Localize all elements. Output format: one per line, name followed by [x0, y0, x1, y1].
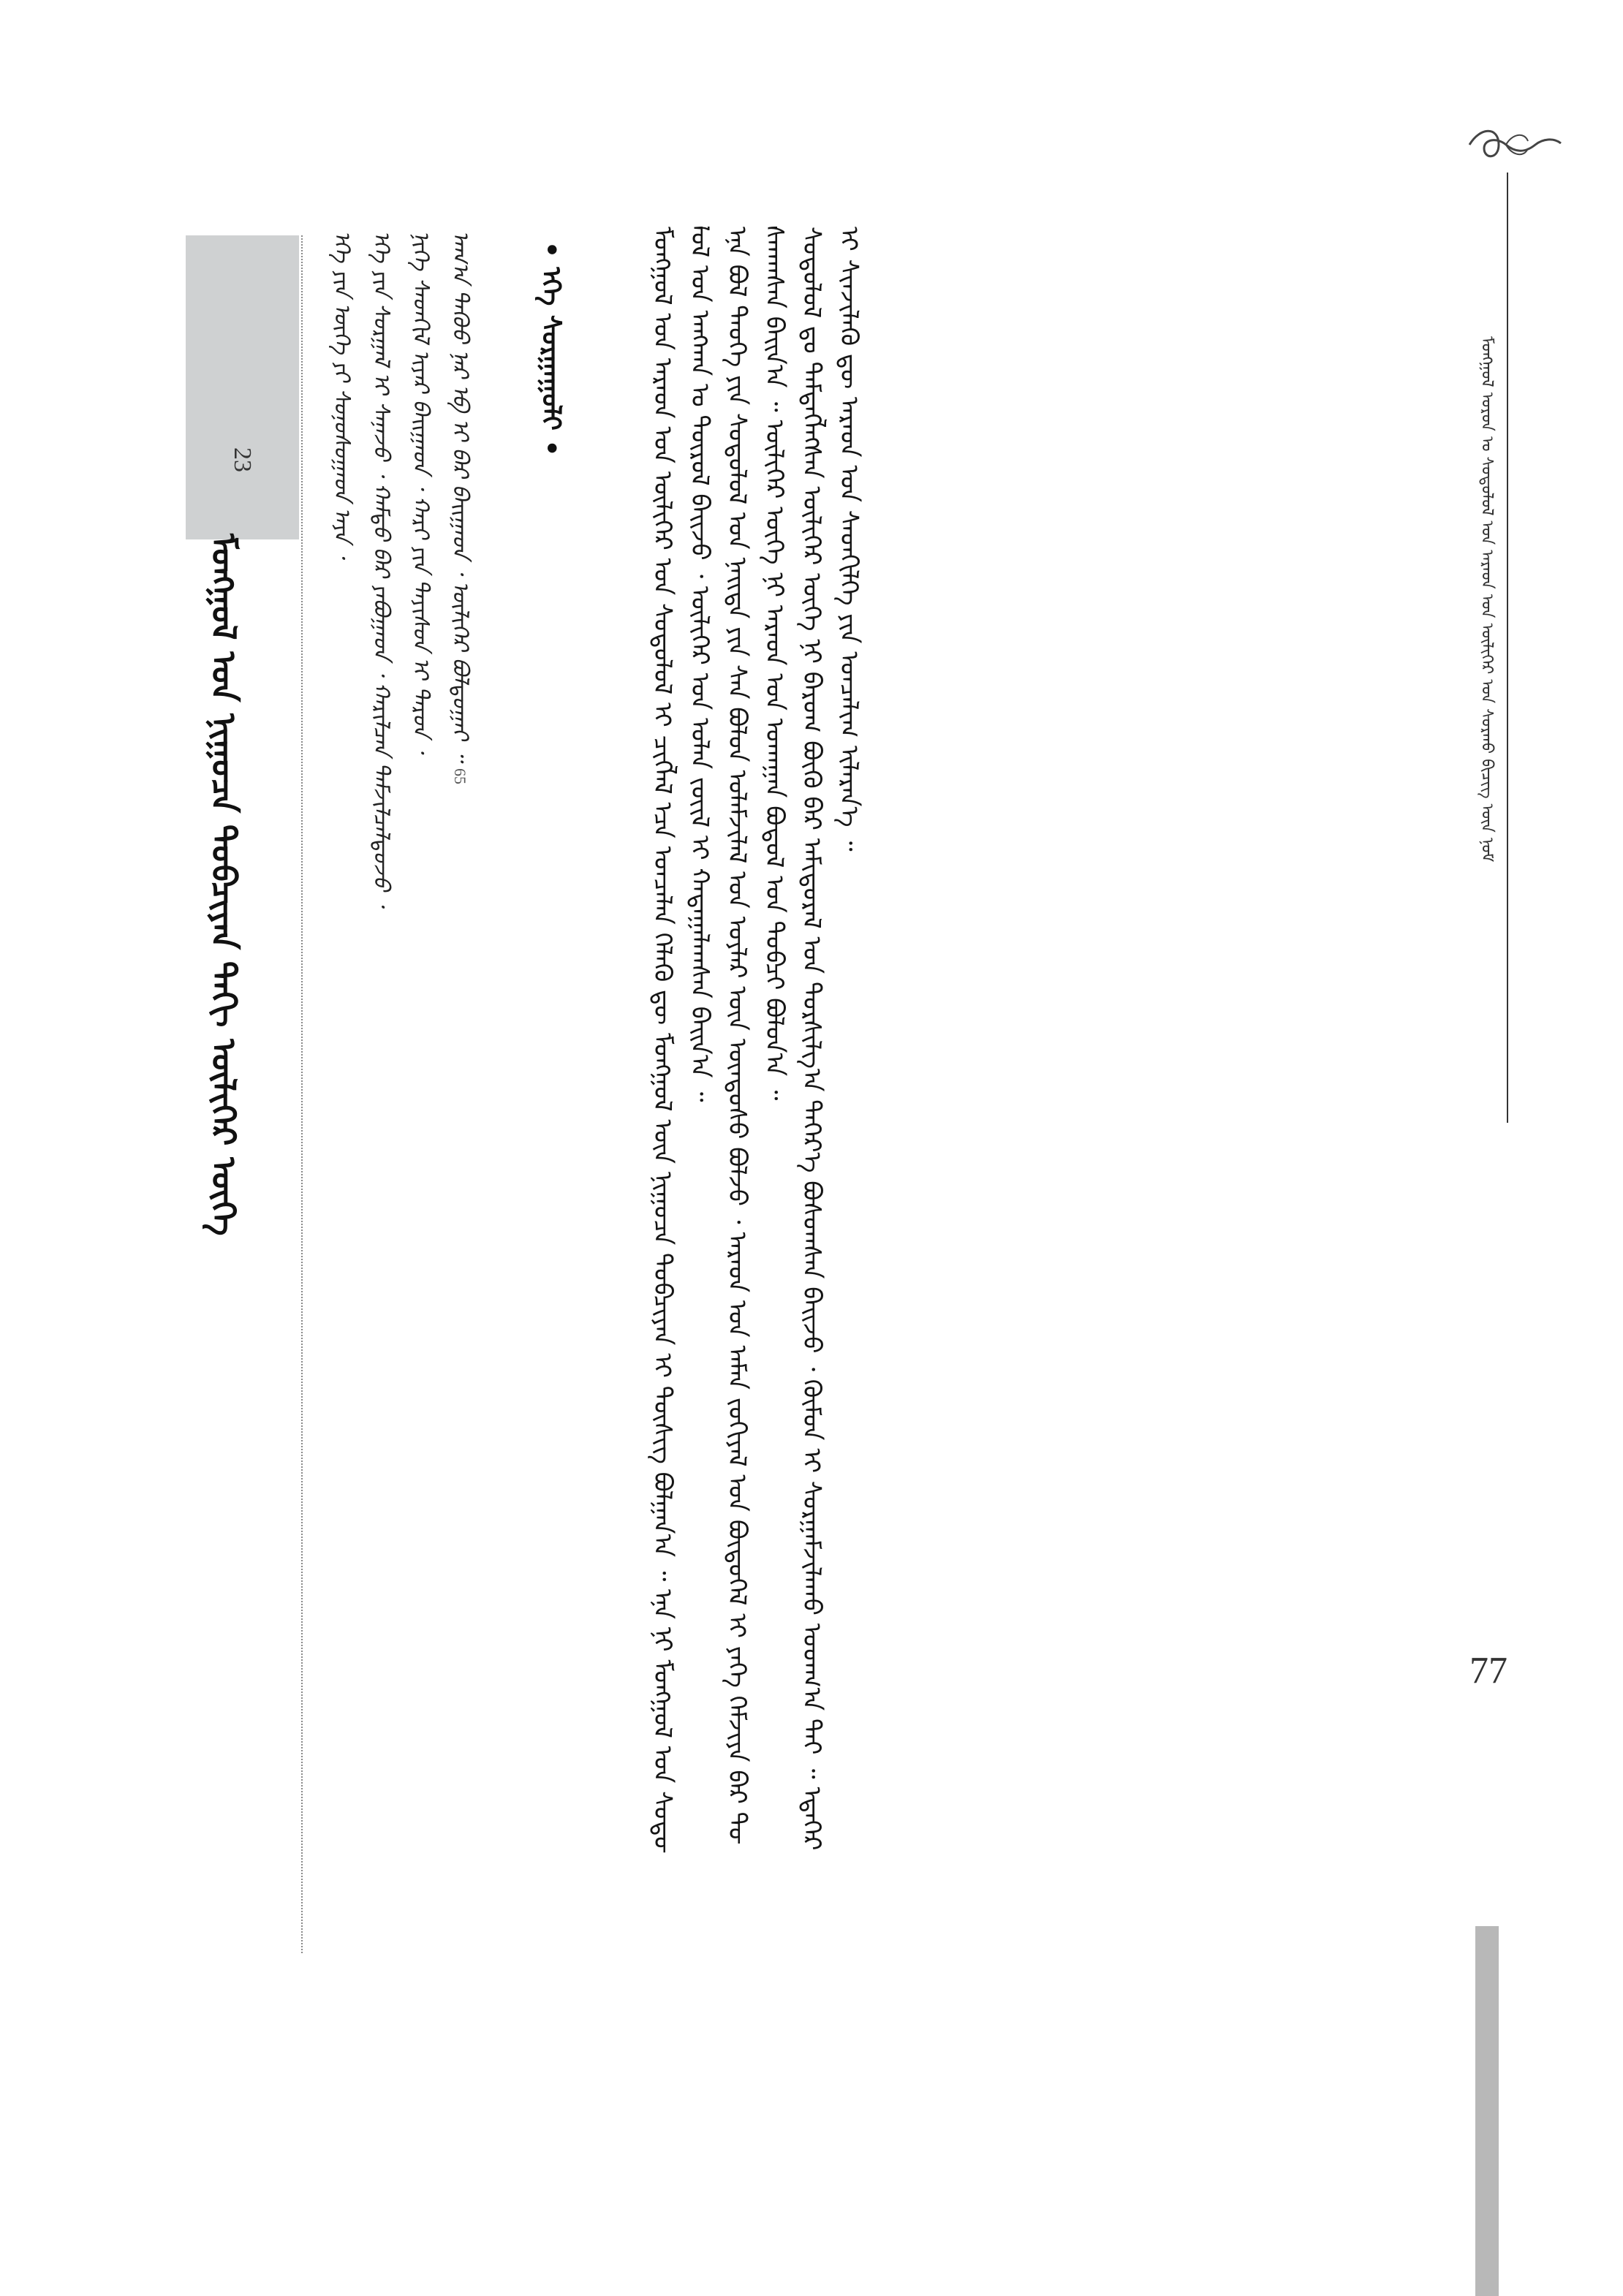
section-title: ᠮᠣᠩᠭᠣᠯ ᠤᠨ ᠨᠢᠭᠤᠴᠠ ᠲᠣᠪᠴᠢᠶᠠᠨ ᠳᠠᠬᠢ ᠦᠯᠢᠭᠡᠷ ᠦᠭᠡ [204, 534, 243, 1236]
section-number: 23 [229, 447, 256, 472]
poem-line: ᠡᠬᠡ ᠶᠢᠨ ᠰᠤᠷᠭᠠᠯ ᠢ ᠰᠠᠨᠠᠵᠤ ᠂ ᠬᠠᠮᠲᠤ ᠪᠡᠷ ᠶᠠᠪᠤᠭᠠᠳ ᠂ ᠬᠠᠷᠢᠯᠴᠠᠨ ᠳᠡᠮᠵᠢᠯᠴᠡᠯᠳᠦᠵᠦ ᠂ [368, 230, 394, 906]
paragraph: ᠰᠤᠳᠤᠯᠤᠯ ᠳᠤ ᠲᠡᠮᠳᠡᠭᠯᠡᠭᠰᠡᠨ ᠦᠯᠢᠭᠡᠷ ᠦᠭᠡ ᠨᠢ ᠪᠠᠷᠤᠭ ᠪᠦᠬᠦ ᠪᠡᠷ ᠠᠮᠢᠳᠤᠷᠠᠯ ᠤᠨ ᠲᠤᠷᠰᠢᠯᠭ᠎ᠠ ᠳᠡᠭᠡᠷ᠎ᠡ ᠪᠣᠰᠤᠭᠰᠠᠨ ᠪᠠᠢᠵᠤ ᠂ ᠬᠦᠮᠦᠨ ᠢ ᠰᠤᠷᠭᠠᠮᠵᠢᠯᠠᠬᠤ ᠤᠳᠬ᠎ᠠ ᠲᠠᠢ ᠃ ᠡᠳᠡᠭᠡᠷ ᠢ ᠰᠢᠨᠵᠢᠯᠡᠬᠦ ᠳᠦ ᠠᠷᠠᠳ ᠤᠨ ᠰᠡᠳᠬᠢᠯᠭᠡ ᠶᠢᠨ ᠣᠨᠴᠠᠯᠢᠭ ᠢᠯᠡᠷᠡᠨ᠎ᠡ ᠃ [797, 227, 863, 1851]
poem-line: ᠨᠢᠭᠡ ᠰᠡᠳᠬᠢᠯ ᠢᠶᠡᠷ ᠪᠠᠢᠭᠠᠳ ᠂ ᠬᠠᠷᠢ ᠶᠢᠨ ᠳᠠᠶᠢᠰᠤᠨ ᠢ ᠳᠠᠷᠤᠨ ᠂ [408, 230, 434, 753]
poem-line-text: ᠠᠬ᠎ᠠ ᠳᠡᠭᠦᠦ ᠨᠠᠷ ᠡᠪ ᠡᠢ ᠪᠡᠷ ᠪᠠᠢᠭᠠᠳ ᠂ ᠦᠯᠢᠭᠡᠷ ᠪᠣᠯᠲᠤᠭᠠᠢ ᠃ [447, 230, 473, 762]
header-ornament [1455, 115, 1565, 174]
section-number-box [186, 235, 299, 539]
page-edge-tab [1475, 1926, 1499, 2296]
flourish-icon [1455, 115, 1565, 174]
running-header: ᠮᠣᠩᠭᠣᠯ ᠣᠷᠤᠨ ᠤ ᠰᠤᠳᠤᠯᠤᠯ ᠤᠨ ᠠᠷᠠᠳ ᠤᠨ ᠦᠯᠢᠭᠡᠷ ᠤᠨ ᠰᠤᠷᠬᠤ ᠪᠢᠴᠢᠭ ᠦᠨ ᠨᠣᠮ [1478, 336, 1496, 863]
page-number: 77 [1469, 1650, 1507, 1691]
subheading: • ᠡᠬᠡ ᠰᠤᠷᠭᠠᠭᠤᠯᠢ • [536, 241, 566, 457]
poem-line: ᠡᠬᠡ ᠶᠢᠨ ᠦᠭᠡ ᠶᠢ ᠰᠣᠨᠣᠰᠤᠭᠠᠳ ᠠᠶᠠ ᠂ [329, 230, 355, 558]
poem-line [440, 230, 480, 1736]
poem-block [322, 230, 519, 1736]
body-text [643, 227, 1440, 1857]
paragraph: ᠡᠨᠡ ᠪᠣᠯ ᠲᠡᠦᠬᠡ ᠶᠢᠨ ᠰᠤᠳᠤᠯᠤᠯ ᠤᠨ ᠨᠡᠢᠲᠡ ᠶᠢᠨ ᠰᠠᠨ ᠪᠣᠯᠤᠨ ᠤᠯᠠᠮᠵᠢᠯᠠᠯ ᠤᠨ ᠤᠶᠯᠠᠷ ᠦᠨ ᠦᠨᠳᠦᠰᠦ ᠪᠣᠯᠵᠤ ᠂ ᠠᠷᠠᠳ ᠤᠨ ᠠᠮᠠᠨ ᠵᠣᠬᠢᠶᠠᠯ ᠤᠨ ᠪᠦᠲᠦᠭᠡᠯ ᠢ ᠶᠡᠬᠡ ᠬᠡᠮᠵᠢᠶᠡ ᠪᠡᠷ ᠲᠤᠰᠬᠠᠭᠰᠠᠨ ᠪᠠᠢᠨ᠎ᠠ ᠃ ᠦᠯᠢᠭᠡᠷ ᠦᠭᠡ ᠨᠢ ᠠᠷᠠᠳ ᠤᠨ ᠤᠬᠠᠭᠠᠨ ᠪᠣᠳᠤᠯ ᠤᠨ ᠲᠣᠪᠴᠢ ᠪᠣᠯᠤᠨ᠎ᠠ ᠃ [722, 227, 789, 1843]
footnote-number: 65 [451, 768, 469, 784]
header-rule [1507, 173, 1508, 1123]
paragraph: ᠮᠣᠩᠭᠣᠯ ᠤᠨ ᠠᠷᠠᠳ ᠤᠨ ᠦᠯᠢᠭᠡᠷ ᠤᠨ ᠰᠤᠳᠤᠯᠤᠯ ᠢ ᠴᠢᠭᠯᠡᠯ ᠡᠴᠡ ᠣᠨᠴᠠᠯᠠᠨ ᠬᠡᠯᠡᠬᠦ ᠳᠦ ᠮᠣᠩᠭᠣᠯ ᠦᠨ ᠨᠢᠭᠤᠴᠠ ᠲᠣᠪᠴᠢᠶᠠᠨ ᠢ ᠲᠦᠰᠢᠭ ᠪᠣᠯᠭᠠᠨ᠎ᠠ ᠃ ᠡᠨᠡ ᠨᠢ ᠮᠣᠩᠭᠣᠯ ᠤᠨ ᠰᠤᠳᠤᠯᠤᠯ ᠤᠨ ᠠᠩᠬᠠᠨ ᠤ ᠲᠦᠷᠦᠯ ᠪᠠᠢᠵᠤ ᠂ ᠦᠯᠢᠭᠡᠷ ᠤᠨ ᠣᠯᠠᠨ ᠵᠦᠢᠯ ᠢ ᠬᠠᠳᠠᠭᠠᠯᠠᠭᠰᠠᠨ ᠪᠠᠢᠨ᠎ᠠ ᠃ [648, 227, 714, 1852]
dotted-divider [301, 235, 303, 1953]
